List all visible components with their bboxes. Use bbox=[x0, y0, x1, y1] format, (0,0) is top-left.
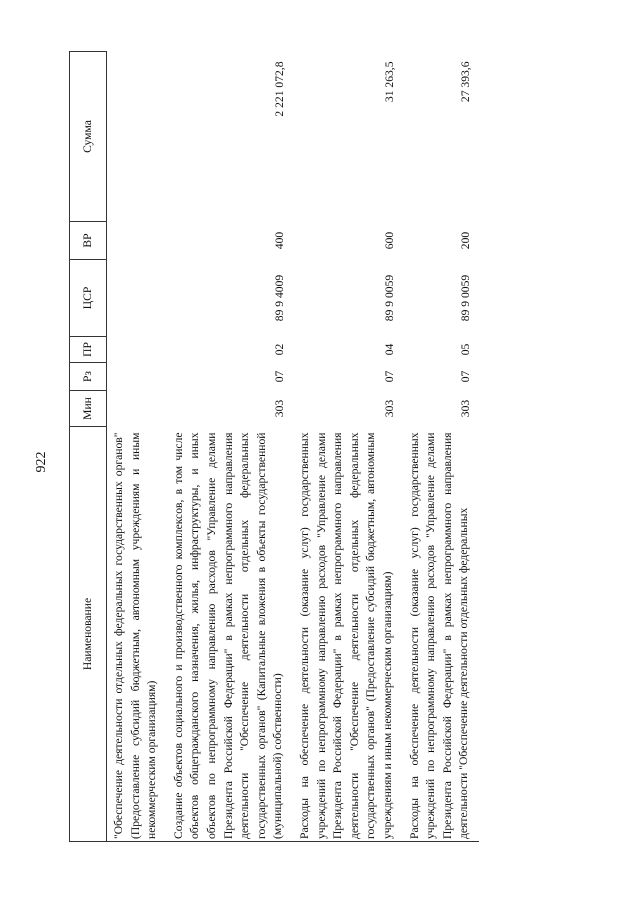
row-min: 303 bbox=[382, 399, 396, 418]
row-name: Расходы на обеспечение деятельности (оказание услуг) государственных учреждений по непрограммному направлению расходов "Управление делами Президента Российской Федерации" в рамках непрограммного направления деятельности "Обеспечение деятельности отдельных федеральных государственных органов" (Предоставление субсидий бюджетным, автономным учреждениям и иным некоммерческим организациям) bbox=[293, 427, 403, 842]
row-rz: 07 bbox=[273, 370, 287, 383]
budget-table bbox=[69, 51, 479, 842]
header-name: Наименование bbox=[70, 427, 107, 842]
budget-table-container bbox=[69, 52, 629, 842]
row-pr: 05 bbox=[459, 343, 473, 356]
row-pr: 02 bbox=[273, 343, 287, 356]
row-min: 303 bbox=[459, 399, 473, 418]
row-rz bbox=[107, 363, 167, 391]
row-csr: 89 9 0059 bbox=[459, 274, 473, 322]
row-pr bbox=[107, 337, 167, 363]
row-vr: 400 bbox=[273, 231, 287, 250]
header-sum: Сумма bbox=[70, 52, 107, 222]
header-min: Мин bbox=[70, 391, 107, 427]
header-row bbox=[70, 52, 107, 842]
table-row bbox=[167, 52, 293, 842]
header-csr: ЦСР bbox=[70, 260, 107, 337]
table-row bbox=[293, 52, 403, 842]
header-pr: ПР bbox=[70, 337, 107, 363]
row-rz: 07 bbox=[382, 370, 396, 383]
row-name: "Обеспечение деятельности отдельных федеральных государственных органов" (Предоставление субсидий бюджетным, автономным учреждениям и иным некоммерческим организациям) bbox=[107, 427, 167, 842]
row-csr: 89 9 4009 bbox=[273, 274, 287, 322]
table-row bbox=[107, 52, 167, 842]
row-min: 303 bbox=[273, 399, 287, 418]
table-row bbox=[403, 52, 479, 842]
row-sum: 2 221 072,8 bbox=[273, 61, 287, 117]
row-name: Создание объектов социального и производственного комплексов, в том числе объектов общегражданского назначения, жилья, инфраструктуры, и иных объектов по непрограммному направлению расходов "Управление делами Президента Российской Федерации" в рамках непрограммного направления деятельности "Обеспечение деятельности отдельных федеральных государственных органов" (Капитальные вложения в объекты государственной (муниципальной) собственности) bbox=[167, 427, 293, 842]
header-vr: ВР bbox=[70, 222, 107, 260]
row-vr: 600 bbox=[382, 231, 396, 250]
page-number: 922 bbox=[34, 451, 49, 473]
row-sum: 31 263,5 bbox=[382, 61, 396, 103]
row-csr bbox=[107, 260, 167, 337]
row-sum: 27 393,6 bbox=[459, 61, 473, 103]
row-pr: 04 bbox=[382, 343, 396, 356]
row-sum bbox=[107, 52, 167, 222]
row-vr: 200 bbox=[459, 231, 473, 250]
row-csr: 89 9 0059 bbox=[382, 274, 396, 322]
row-rz: 07 bbox=[459, 370, 473, 383]
row-min bbox=[107, 391, 167, 427]
row-name: Расходы на обеспечение деятельности (оказание услуг) государственных учреждений по непрограммному направлению расходов "Управление делами Президента Российской Федерации" в рамках непрограммного направления деятельности "Обеспечение деятельности отдельных федеральных bbox=[403, 427, 479, 842]
row-vr bbox=[107, 222, 167, 260]
header-rz: Рз bbox=[70, 363, 107, 391]
